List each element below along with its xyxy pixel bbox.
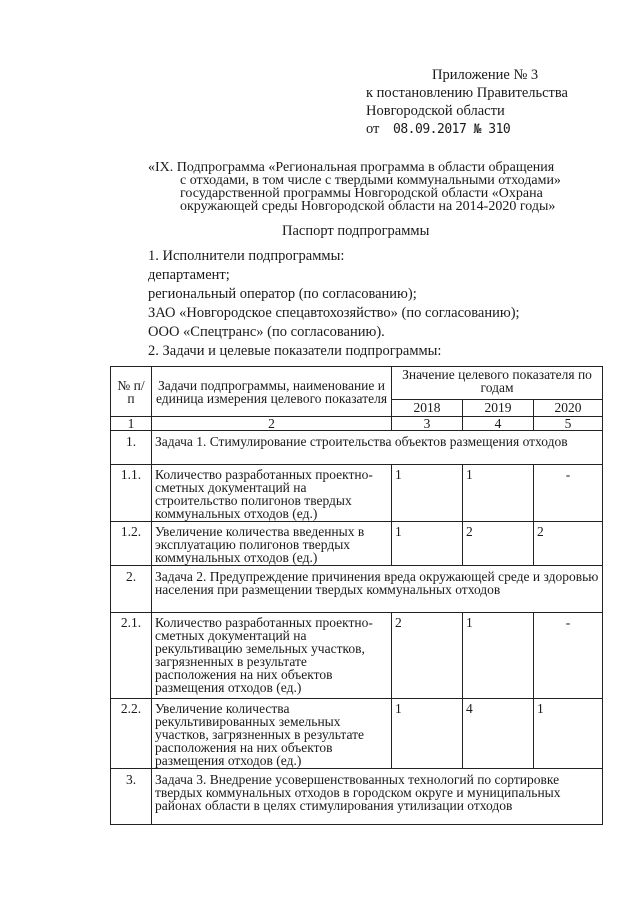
subprogram-title-line-4: окружающей среды Новгородской области на 2014-2020 годы» [180, 199, 556, 214]
executor-item: региональный оператор (по согласованию); [148, 286, 417, 302]
section-2-heading: 2. Задачи и целевые показатели подпрограммы: [148, 343, 442, 359]
table-header-row [111, 367, 603, 400]
indicator-text: Увеличение количества введенных в эксплуатацию полигонов твердых коммунальных отходов (ед.) [152, 522, 392, 566]
table-row [111, 522, 603, 566]
index-cell: 2 [152, 417, 392, 431]
table-row [111, 431, 603, 465]
index-cell: 3 [392, 417, 463, 431]
indicator-text: Количество разработанных проектно-сметных документаций на строительство полигонов твердых коммунальных отходов (ед.) [152, 465, 392, 522]
header-year-2019: 2019 [463, 400, 534, 417]
value-2020: - [534, 465, 603, 522]
value-2018: 2 [392, 613, 463, 699]
row-number: 1.1. [111, 465, 152, 522]
value-2019: 2 [463, 522, 534, 566]
task-text: Задача 2. Предупреждение причинения вреда окружающей среде и здоровью населения при размещении твердых коммунальных отходов [152, 566, 603, 613]
region-name: Новгородской области [366, 103, 505, 119]
row-number: 3. [111, 769, 152, 825]
goals-table [110, 366, 603, 825]
value-2019: 1 [463, 465, 534, 522]
table-row [111, 699, 603, 769]
subprogram-title-line-1: «IX. Подпрограмма «Региональная программа в области обращения [148, 160, 555, 175]
task-text: Задача 3. Внедрение усовершенствованных технологий по сортировке твердых коммунальных отходов в городском округе и муниципальных районах области в целях стимулирования утилизации отходов [152, 769, 603, 825]
indicator-text: Увеличение количества рекультивированных земельных участков, загрязненных в результате расположения на них объектов размещения отходов (ед.) [152, 699, 392, 769]
value-2020: 1 [534, 699, 603, 769]
section-1-heading: 1. Исполнители подпрограммы: [148, 248, 345, 264]
table-row [111, 465, 603, 522]
table-row [111, 566, 603, 613]
row-number: 2.1. [111, 613, 152, 699]
task-text: Задача 1. Стимулирование строительства объектов размещения отходов [152, 431, 603, 465]
executor-item: ЗАО «Новгородское спецавтохозяйство» (по согласованию); [148, 305, 520, 321]
index-cell: 5 [534, 417, 603, 431]
date-prefix: от [366, 121, 380, 137]
index-cell: 1 [111, 417, 152, 431]
table-row [111, 769, 603, 825]
subprogram-title-line-2: с отходами, в том числе с твердыми коммунальными отходами» [180, 173, 561, 188]
decree-reference: к постановлению Правительства [366, 85, 568, 101]
row-number: 2. [111, 566, 152, 613]
header-year-2018: 2018 [392, 400, 463, 417]
value-2020: - [534, 613, 603, 699]
table-index-row [111, 417, 603, 431]
value-2020: 2 [534, 522, 603, 566]
index-cell: 4 [463, 417, 534, 431]
header-year-2020: 2020 [534, 400, 603, 417]
date-value: 08.09.2017 № 310 [393, 122, 511, 137]
value-2019: 4 [463, 699, 534, 769]
table-row [111, 613, 603, 699]
value-2018: 1 [392, 465, 463, 522]
passport-heading: Паспорт подпрограммы [282, 223, 430, 239]
indicator-text: Количество разработанных проектно-сметных документаций на рекультивацию земельных участков, загрязненных в результате расположения на них объектов размещения отходов (ед.) [152, 613, 392, 699]
executor-item: ООО «Спецтранс» (по согласованию). [148, 324, 385, 340]
value-2019: 1 [463, 613, 534, 699]
appendix-label: Приложение № 3 [432, 67, 539, 83]
subprogram-title-line-3: государственной программы Новгородской области «Охрана [180, 186, 543, 201]
header-num: № п/п [111, 367, 152, 417]
decree-date [366, 120, 510, 139]
value-2018: 1 [392, 699, 463, 769]
row-number: 1.2. [111, 522, 152, 566]
executor-item: департамент; [148, 267, 230, 283]
row-number: 2.2. [111, 699, 152, 769]
value-2018: 1 [392, 522, 463, 566]
row-number: 1. [111, 431, 152, 465]
header-value-group: Значение целевого показателя по годам [392, 367, 603, 400]
header-task: Задачи подпрограммы, наименование и единица измерения целевого показателя [152, 367, 392, 417]
